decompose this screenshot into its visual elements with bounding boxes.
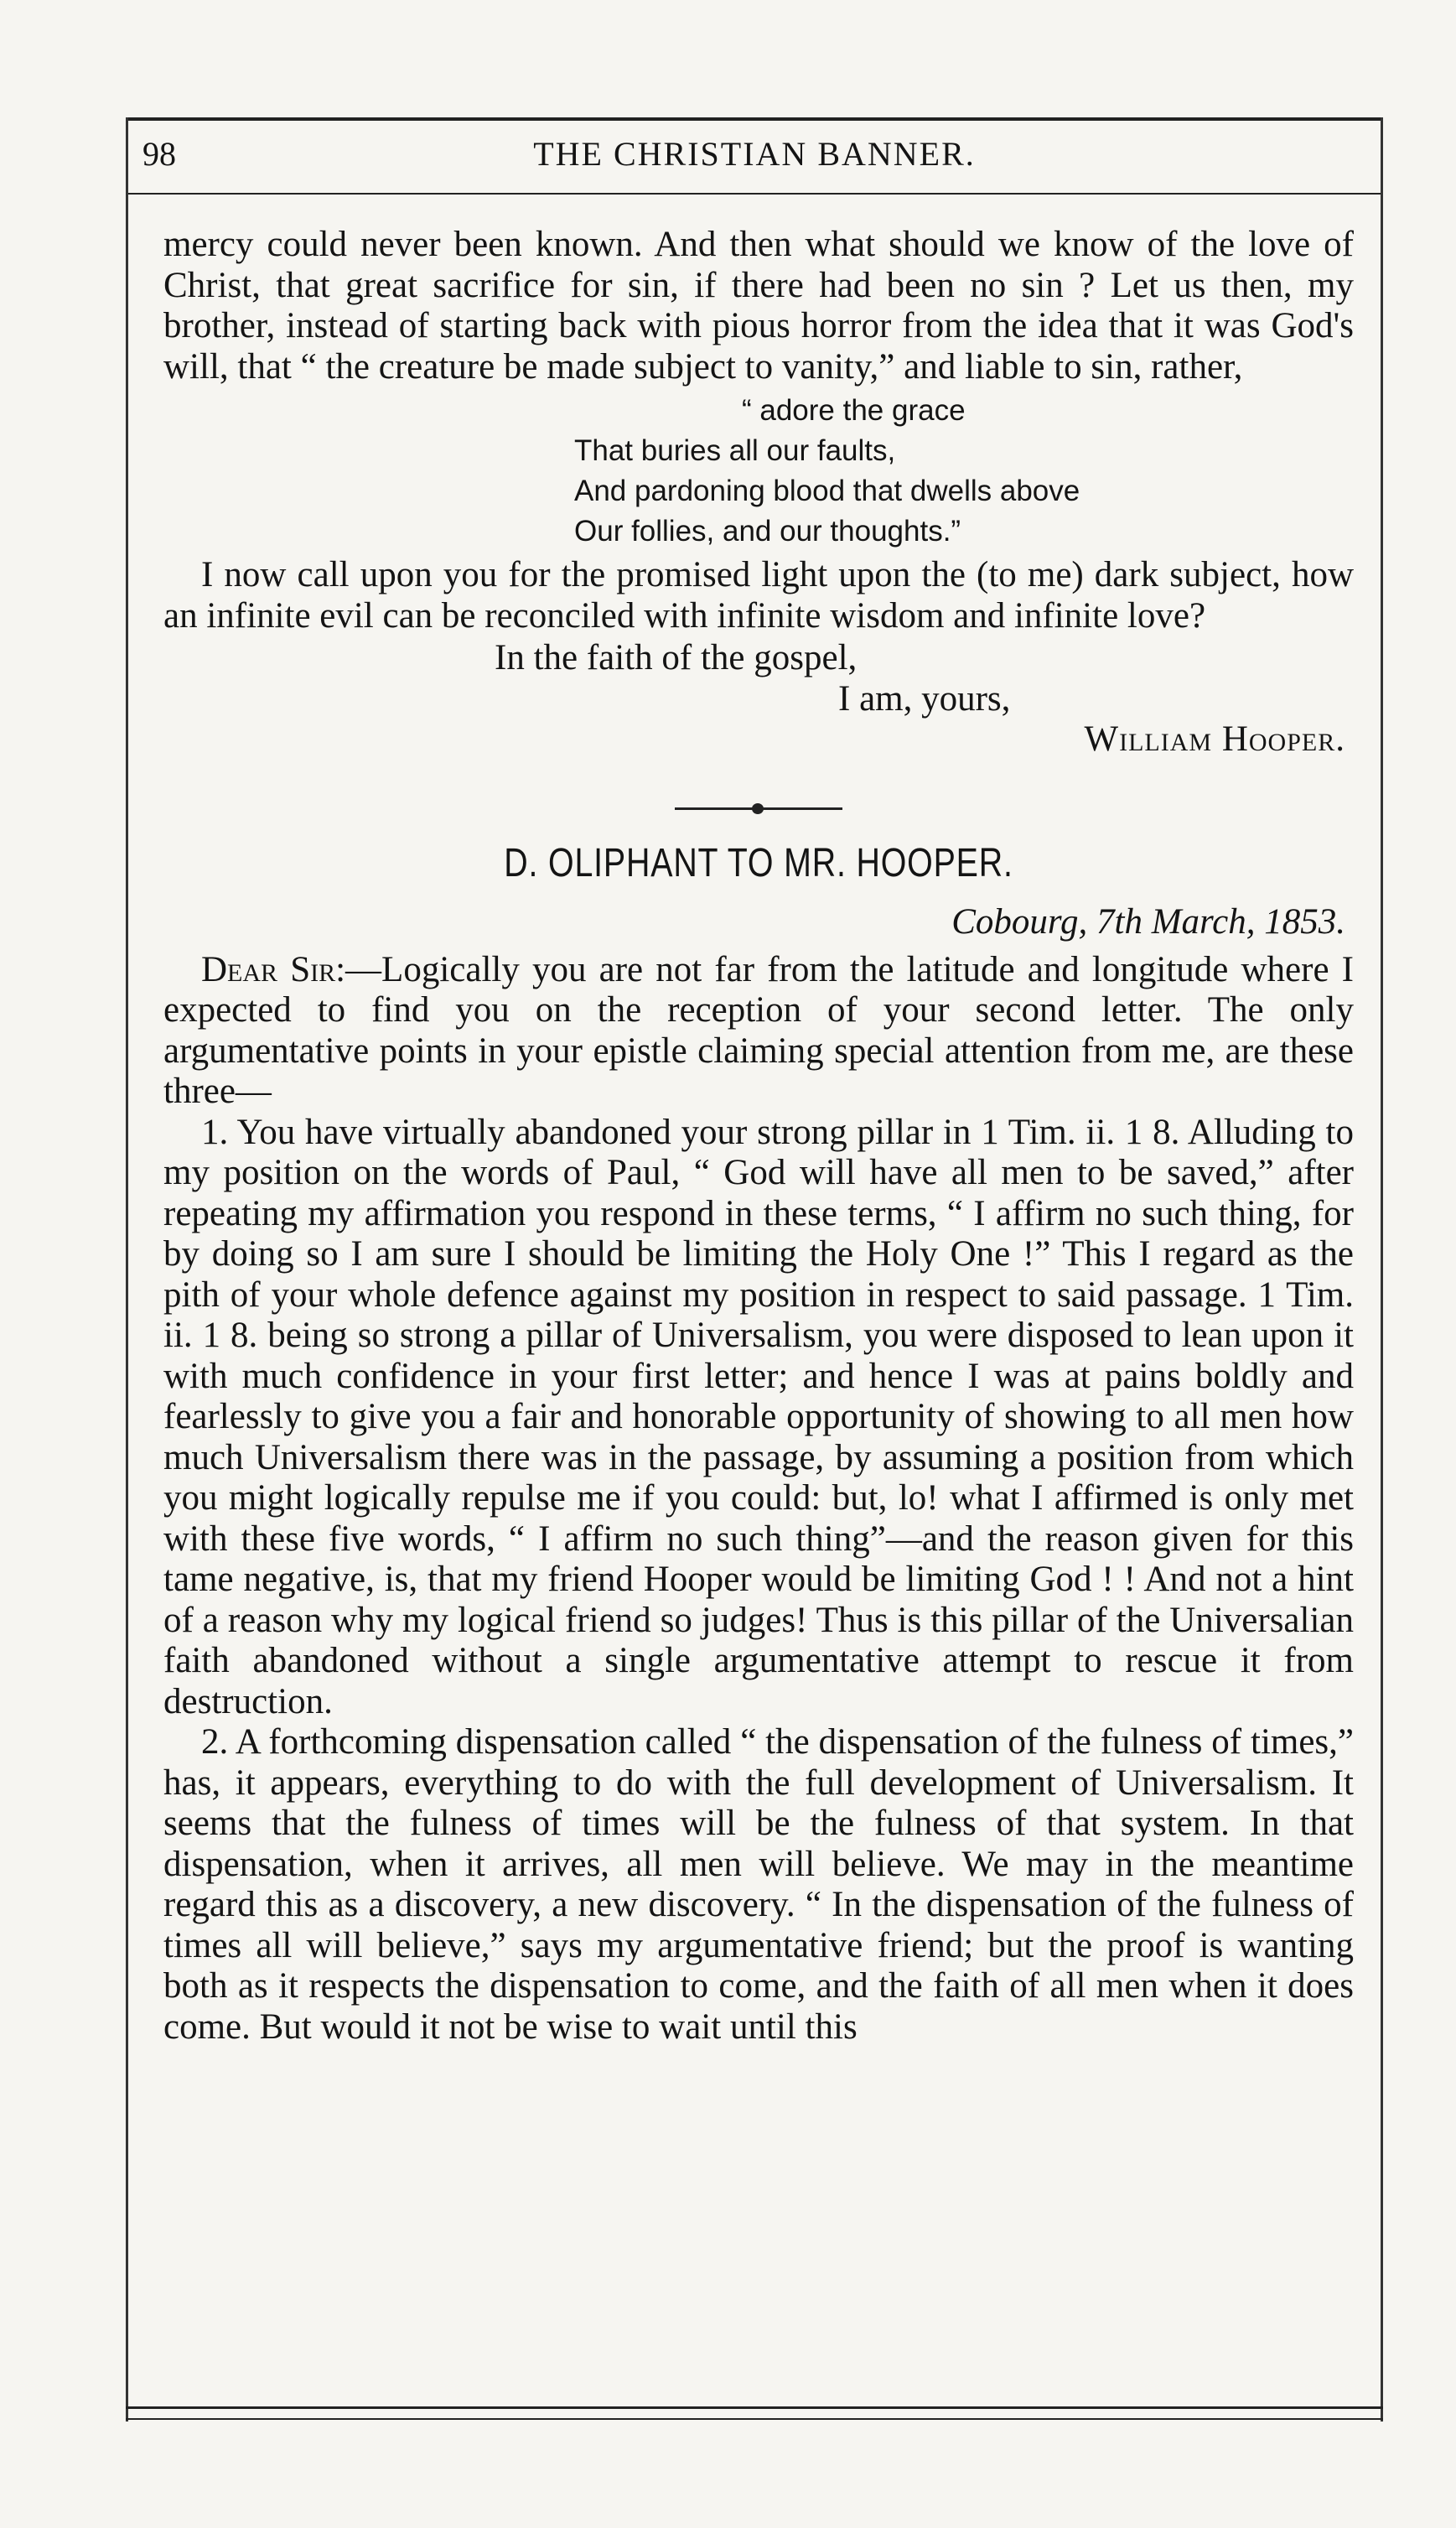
point-1: 1. You have virtually abandoned your strong pillar in 1 Tim. ii. 1 8. Alluding to my position on the words of Paul, “ God will have all men to be saved,” after repeating my affirmation you respond in these terms, “ I affirm no such thing, for by doing so I am sure I should be limiting the Holy One !” This I regard as the pith of your whole defence against my position in respect to said passage. 1 Tim. ii. 1 8. being so strong a pillar of Universalism, you were disposed to lean upon it with much confidence in your first letter; and hence I was at pains boldly and fearlessly to give you a fair and honorable opportunity of showing to all men how much Universalism there was in the passage, by assuming a position from which you might logically repulse me if you could: but, lo! what I affirmed is only met with these five words, “ I affirm no such thing”—and the reason given for this tame negative, is, that my friend Hooper would be limiting God ! ! And not a hint of a reason why my logical friend so judges! Thus is this pillar of the Universalian faith abandoned without a single argumentative attempt to rescue it from destruction. bbox=[163, 1112, 1354, 1721]
page-body bbox=[163, 225, 1354, 2048]
point-2: 2. A forthcoming dispensation called “ the dispensation of the fulness of times,” has, it appears, everything to do with the full development of Universalism. It seems that the fulness of times will be the fulness of that system. In that dispensation, when it arrives, all men will believe. We may in the meantime regard this as a discovery, a new discovery. “ In the dispensation of the fulness of times all will believe,” says my argumentative friend; but the proof is wanting both as it respects the dispensation to come, and the faith of all men when it does come. But would it not be wise to wait until this bbox=[163, 1722, 1354, 2047]
verse-line: Our follies, and our thoughts.” bbox=[574, 515, 961, 548]
header-bottom-rule bbox=[126, 193, 1383, 195]
book-page bbox=[126, 101, 1383, 2440]
signature: William Hooper. bbox=[1084, 719, 1345, 759]
closing-line: In the faith of the gospel, bbox=[495, 638, 858, 677]
closing-line: I am, yours, bbox=[838, 678, 1011, 719]
quoted-verse bbox=[574, 391, 1354, 552]
left-border bbox=[126, 117, 128, 2422]
letter1-paragraph: mercy could never been known. And then what should we know of the love of Christ, that great sacrifice for sin, if there had been no sin ? Let us then, my brother, instead of starting back with pious horror from the idea that it was God's will, that “ the creature be made subject to vanity,” and liable to sin, rather, bbox=[163, 225, 1354, 387]
page-number: 98 bbox=[142, 135, 176, 173]
letter2-title: D. OLIPHANT TO MR. HOOPER. bbox=[504, 840, 1013, 885]
header-top-rule bbox=[126, 117, 1383, 121]
verse-line: “ adore the grace bbox=[742, 394, 966, 427]
letter2-intro bbox=[163, 950, 1354, 1113]
right-border bbox=[1381, 117, 1383, 2422]
salutation: Dear Sir bbox=[201, 949, 336, 989]
dateline: Cobourg, 7th March, 1853. bbox=[951, 902, 1345, 942]
running-title: THE CHRISTIAN BANNER. bbox=[533, 135, 976, 173]
letter1-closing bbox=[163, 638, 1354, 760]
verse-line: And pardoning blood that dwells above bbox=[574, 475, 1080, 507]
footer-rule-thin bbox=[126, 2418, 1383, 2420]
footer-rule bbox=[126, 2406, 1383, 2409]
page-header bbox=[142, 134, 1366, 184]
section-divider bbox=[675, 807, 842, 810]
intro-text: :—Logically you are not far from the latitude and longitude where I expected to find you on the reception of your second letter. The only argumentative points in your epistle claiming special attention from me, are these three— bbox=[163, 949, 1354, 1111]
letter1-request: I now call upon you for the promised light upon the (to me) dark subject, how an infinite evil can be reconciled with infinite wisdom and infinite love? bbox=[163, 555, 1354, 636]
verse-line: That buries all our faults, bbox=[574, 434, 896, 467]
